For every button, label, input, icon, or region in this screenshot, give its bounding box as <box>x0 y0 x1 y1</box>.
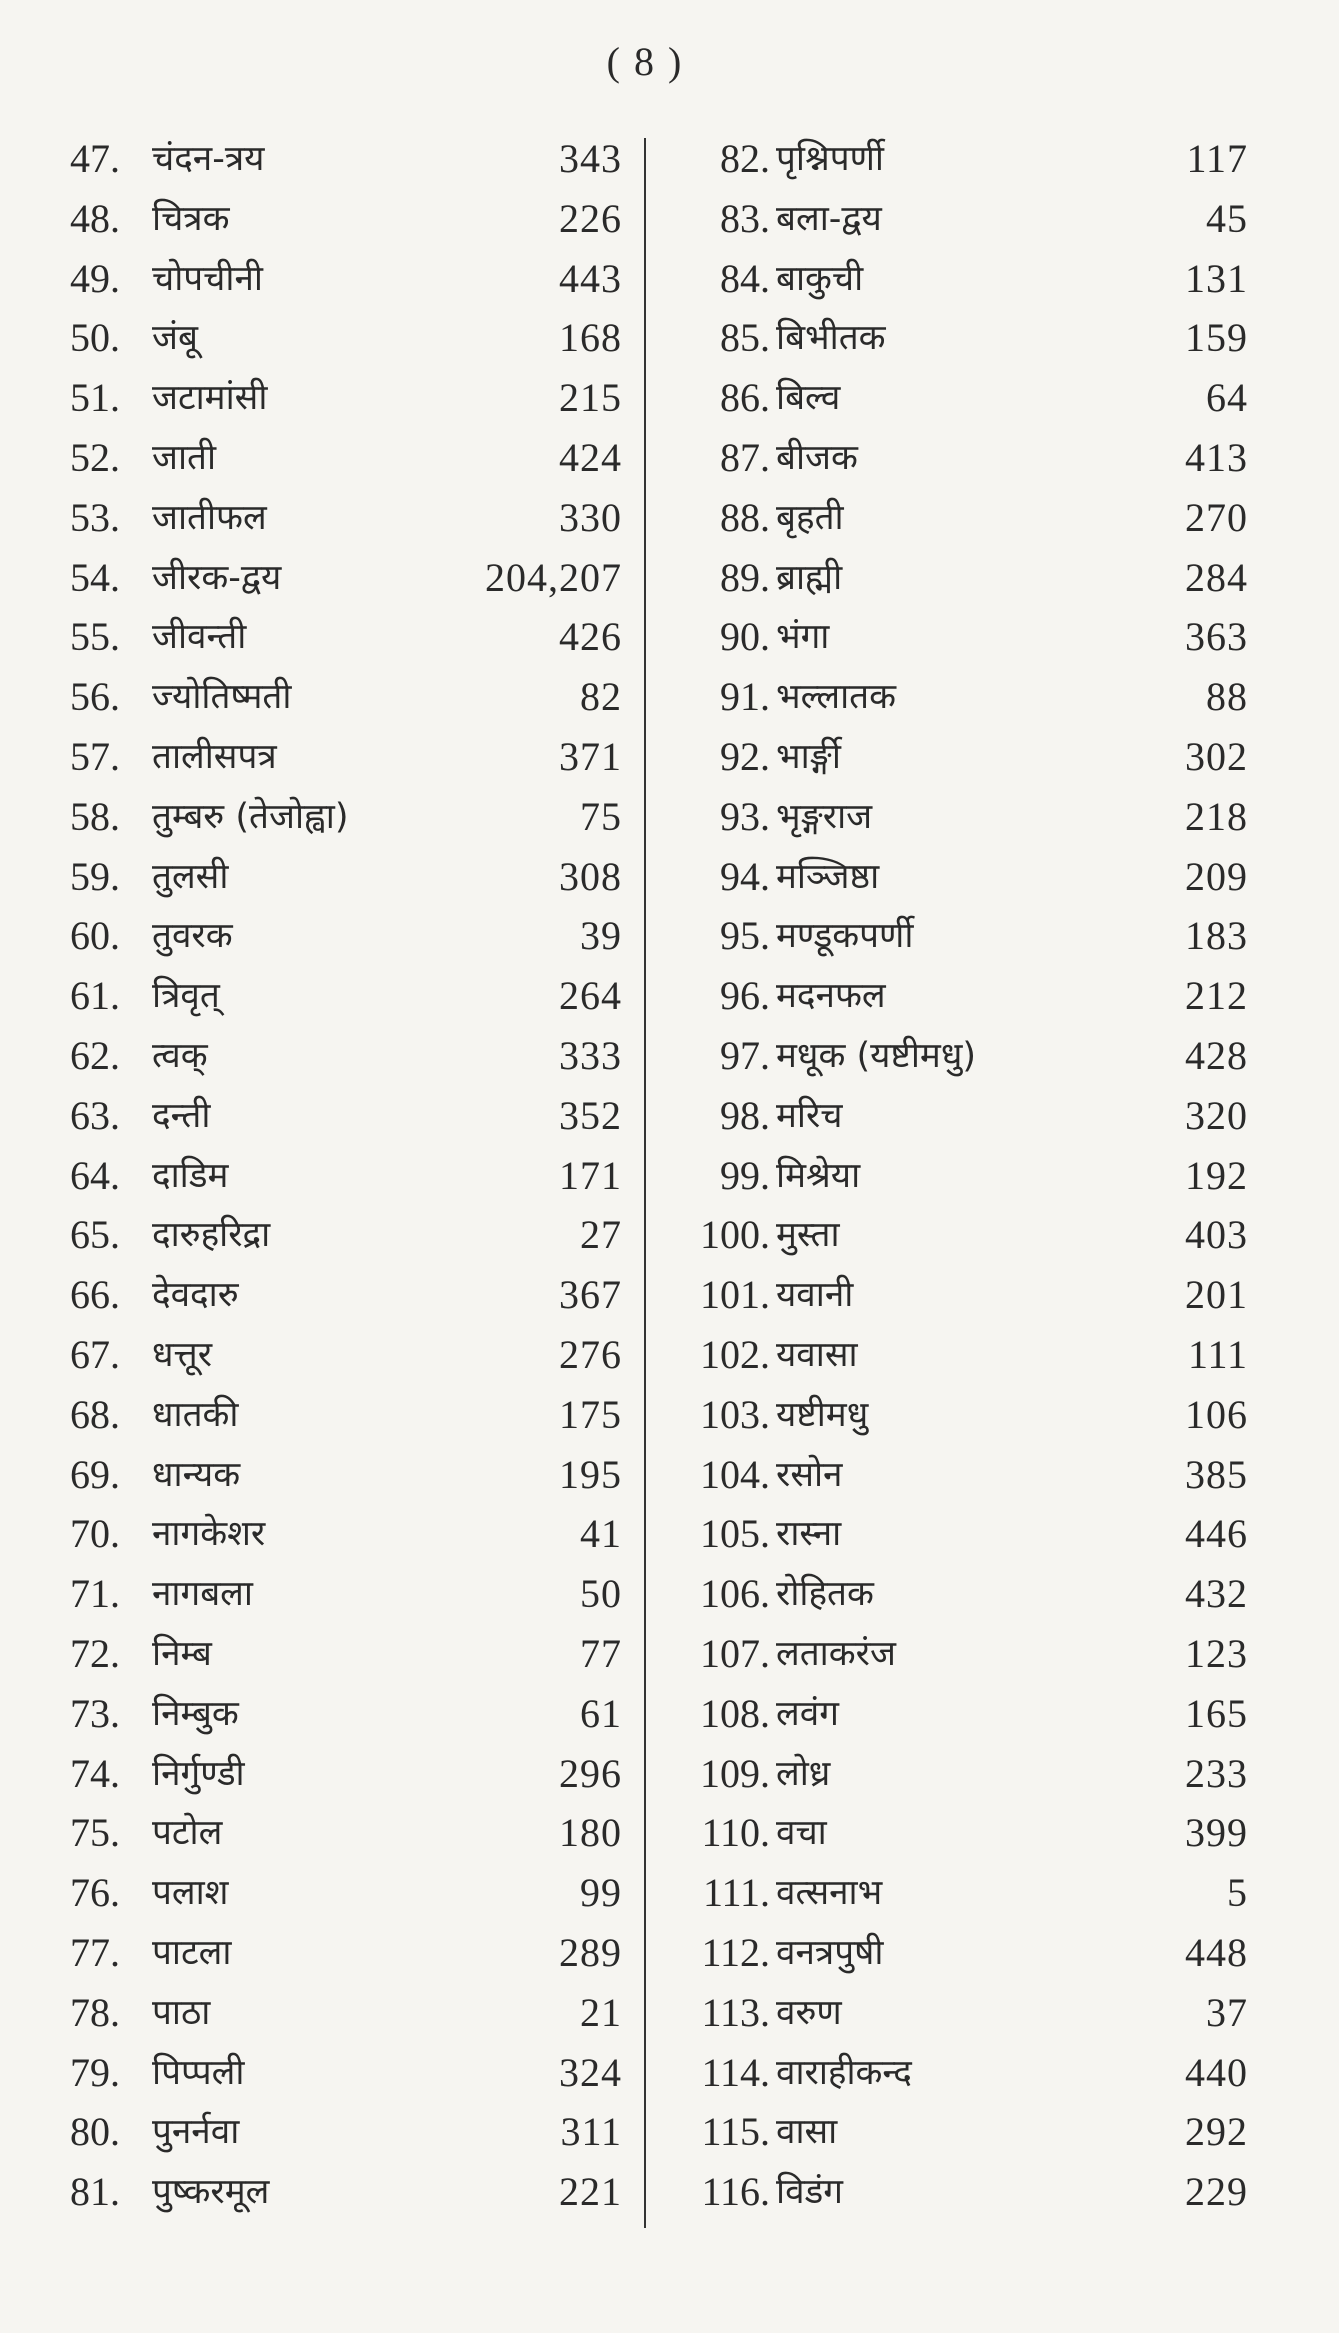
index-entry <box>70 2103 622 2163</box>
entry-page: 168 <box>559 315 622 361</box>
entry-page: 302 <box>1185 733 1248 779</box>
entry-number: 47. <box>70 136 120 181</box>
entry-name: त्रिवृत् <box>152 976 220 1017</box>
index-entry <box>70 1326 622 1386</box>
entry-name: निम्ब <box>152 1633 212 1674</box>
index-entry <box>70 788 622 848</box>
entry-name: मदनफल <box>776 976 886 1017</box>
entry-number: 68. <box>70 1391 120 1437</box>
column-divider <box>644 138 646 2228</box>
entry-page: 21 <box>580 1989 622 2035</box>
entry-page: 333 <box>559 1032 622 1078</box>
entry-name: दाडिम <box>152 1155 229 1196</box>
entry-page: 131 <box>1185 255 1248 301</box>
entry-page: 446 <box>1185 1511 1248 1557</box>
entry-page: 45 <box>1206 195 1248 241</box>
entry-page: 165 <box>1185 1690 1248 1736</box>
index-entry <box>70 728 622 788</box>
entry-name: नागकेशर <box>152 1514 266 1555</box>
index-entry <box>70 1386 622 1446</box>
index-entry <box>674 1326 1248 1386</box>
entry-page: 311 <box>560 2109 622 2155</box>
entry-number: 87. <box>720 434 770 480</box>
index-entry <box>674 1446 1248 1506</box>
entry-page: 289 <box>559 1929 622 1975</box>
entry-page: 403 <box>1185 1212 1248 1258</box>
index-entry <box>674 967 1248 1027</box>
entry-number: 95. <box>720 913 770 959</box>
index-entry <box>674 788 1248 848</box>
entry-name: चंदन-त्रय <box>152 139 265 179</box>
entry-number: 86. <box>720 375 770 421</box>
entry-page: 426 <box>559 614 622 660</box>
entry-name: चित्रक <box>152 198 230 239</box>
entry-name: वनत्रपुषी <box>776 1932 884 1973</box>
entry-number: 107. <box>700 1630 770 1676</box>
entry-number: 85. <box>720 315 770 361</box>
index-entry <box>70 1087 622 1147</box>
entry-name: वरुण <box>776 1992 842 2033</box>
entry-page: 180 <box>559 1810 622 1856</box>
entry-name: जाती <box>152 437 217 478</box>
entry-number: 81. <box>70 2169 120 2215</box>
entry-name: भल्लातक <box>776 677 897 718</box>
index-entry <box>70 1505 622 1565</box>
index-entry <box>70 130 622 190</box>
index-entry <box>674 369 1248 429</box>
page-number: ( 8 ) <box>606 39 684 84</box>
entry-number: 114. <box>701 2049 770 2095</box>
entry-number: 67. <box>70 1331 120 1377</box>
entry-page: 77 <box>580 1630 622 1676</box>
index-entry <box>674 1864 1248 1924</box>
index-entry <box>70 1446 622 1506</box>
index-entry <box>674 1685 1248 1745</box>
index-entry <box>70 1206 622 1266</box>
index-entry <box>674 2044 1248 2104</box>
index-entry <box>674 130 1248 190</box>
entry-page: 123 <box>1185 1630 1248 1676</box>
entry-page: 367 <box>559 1272 622 1318</box>
entry-name: देवदारु <box>152 1275 239 1316</box>
entry-page: 75 <box>580 793 622 839</box>
index-entry <box>674 1206 1248 1266</box>
entry-number: 74. <box>70 1750 120 1796</box>
entry-number: 75. <box>70 1810 120 1856</box>
entry-number: 91. <box>720 674 770 720</box>
index-entry <box>70 608 622 668</box>
entry-page: 292 <box>1185 2109 1248 2155</box>
entry-page: 82 <box>580 674 622 720</box>
entry-name: धत्तूर <box>152 1334 213 1375</box>
entry-name: मण्डूकपर्णी <box>776 916 914 957</box>
index-entry <box>70 250 622 310</box>
entry-page: 432 <box>1185 1571 1248 1617</box>
index-entry <box>674 608 1248 668</box>
index-entry <box>70 1266 622 1326</box>
index-entry <box>70 1685 622 1745</box>
entry-page: 284 <box>1185 554 1248 600</box>
index-entry <box>674 429 1248 489</box>
entry-number: 111. <box>702 1870 770 1916</box>
index-entry <box>70 2044 622 2104</box>
index-entry <box>70 1924 622 1984</box>
entry-page: 159 <box>1185 315 1248 361</box>
entry-number: 72. <box>70 1630 120 1676</box>
entry-page: 88 <box>1206 674 1248 720</box>
index-entry <box>70 1864 622 1924</box>
entry-name: तुवरक <box>152 916 233 957</box>
entry-name: रसोन <box>776 1454 843 1495</box>
index-entry <box>674 489 1248 549</box>
entry-number: 51. <box>70 375 120 421</box>
entry-name: बृहती <box>776 497 844 538</box>
entry-name: जातीफल <box>152 497 267 538</box>
index-entry <box>674 190 1248 250</box>
entry-number: 99. <box>720 1152 770 1198</box>
entry-number: 89. <box>720 554 770 600</box>
entry-name: मञ्जिष्ठा <box>776 856 880 897</box>
entry-page: 428 <box>1185 1032 1248 1078</box>
entry-name: तालीसपत्र <box>152 736 277 777</box>
entry-page: 308 <box>559 853 622 899</box>
entry-number: 61. <box>70 973 120 1019</box>
entry-page: 106 <box>1185 1391 1248 1437</box>
entry-number: 97. <box>720 1032 770 1078</box>
entry-name: निर्गुण्डी <box>152 1753 245 1794</box>
entry-name: भार्ङ्गी <box>776 736 841 777</box>
entry-name: बिभीतक <box>776 318 886 359</box>
entry-name: जीवन्ती <box>152 617 247 658</box>
index-entry <box>70 1745 622 1805</box>
entry-number: 83. <box>720 195 770 241</box>
entry-name: लताकरंज <box>776 1633 896 1674</box>
entry-number: 60. <box>70 913 120 959</box>
entry-number: 102. <box>700 1331 770 1377</box>
entry-page: 443 <box>559 255 622 301</box>
entry-page: 175 <box>559 1391 622 1437</box>
entry-number: 62. <box>70 1032 120 1078</box>
entry-name: बिल्व <box>776 378 841 419</box>
entry-number: 57. <box>70 733 120 779</box>
index-entry <box>674 1804 1248 1864</box>
entry-page: 296 <box>559 1750 622 1796</box>
entry-number: 78. <box>70 1989 120 2035</box>
entry-number: 84. <box>720 255 770 301</box>
index-entry <box>70 1804 622 1864</box>
entry-page: 424 <box>559 434 622 480</box>
entry-name: लोध्र <box>776 1753 831 1794</box>
entry-name: निम्बुक <box>152 1693 239 1734</box>
entry-page: 61 <box>580 1690 622 1736</box>
entry-number: 73. <box>70 1690 120 1736</box>
entry-number: 96. <box>720 973 770 1019</box>
index-entry <box>674 1625 1248 1685</box>
entry-name: धान्यक <box>152 1454 241 1495</box>
entry-page: 212 <box>1185 973 1248 1019</box>
entry-page: 320 <box>1185 1092 1248 1138</box>
entry-page: 201 <box>1185 1272 1248 1318</box>
entry-name: पटोल <box>152 1813 223 1854</box>
index-entry <box>674 1984 1248 2044</box>
index-entry <box>70 1984 622 2044</box>
index-entry <box>674 1924 1248 1984</box>
entry-name: वचा <box>776 1813 827 1854</box>
entry-name: पिप्पली <box>152 2052 245 2093</box>
entry-number: 93. <box>720 793 770 839</box>
entry-number: 71. <box>70 1571 120 1617</box>
entry-number: 48. <box>70 195 120 241</box>
entry-number: 116. <box>701 2169 770 2215</box>
entry-name: पाठा <box>152 1992 211 2033</box>
entry-number: 49. <box>70 255 120 301</box>
entry-page: 192 <box>1185 1152 1248 1198</box>
entry-page: 215 <box>559 375 622 421</box>
entry-number: 76. <box>70 1870 120 1916</box>
entry-page: 448 <box>1185 1929 1248 1975</box>
entry-number: 110. <box>701 1810 770 1856</box>
entry-page: 204,207 <box>485 554 622 600</box>
entry-name: बाकुची <box>776 258 864 299</box>
index-entry <box>70 668 622 728</box>
index-entry <box>674 309 1248 369</box>
entry-number: 94. <box>720 853 770 899</box>
entry-page: 218 <box>1185 793 1248 839</box>
entry-number: 98. <box>720 1092 770 1138</box>
index-entry <box>70 907 622 967</box>
index-entry <box>70 369 622 429</box>
entry-page: 233 <box>1185 1750 1248 1796</box>
index-entry <box>674 2103 1248 2163</box>
entry-name: तुलसी <box>152 856 229 897</box>
entry-number: 113. <box>701 1989 770 2035</box>
index-column-left <box>70 130 622 2223</box>
entry-name: दन्ती <box>152 1095 211 1136</box>
entry-name: भंगा <box>776 617 830 658</box>
index-entry <box>674 250 1248 310</box>
entry-page: 330 <box>559 494 622 540</box>
entry-name: पाटला <box>152 1932 232 1973</box>
entry-page: 371 <box>559 733 622 779</box>
index-entry <box>70 1027 622 1087</box>
index-entry <box>674 1266 1248 1326</box>
index-entry <box>674 549 1248 609</box>
entry-name: लवंग <box>776 1693 839 1734</box>
entry-number: 53. <box>70 494 120 540</box>
entry-number: 55. <box>70 614 120 660</box>
entry-page: 111 <box>1187 1331 1248 1377</box>
entry-page: 50 <box>580 1571 622 1617</box>
entry-name: जीरक-द्वय <box>152 557 282 598</box>
entry-number: 105. <box>700 1511 770 1557</box>
entry-number: 104. <box>700 1451 770 1497</box>
index-entry <box>70 2163 622 2223</box>
index-entry <box>674 1027 1248 1087</box>
entry-name: नागबला <box>152 1574 253 1615</box>
entry-page: 413 <box>1185 434 1248 480</box>
entry-number: 65. <box>70 1212 120 1258</box>
entry-name: मुस्ता <box>776 1215 840 1256</box>
entry-page: 229 <box>1185 2169 1248 2215</box>
entry-page: 41 <box>580 1511 622 1557</box>
entry-page: 385 <box>1185 1451 1248 1497</box>
entry-name: धातकी <box>152 1394 239 1435</box>
index-entry <box>674 668 1248 728</box>
index-entry <box>674 848 1248 908</box>
entry-name: पुनर्नवा <box>152 2112 240 2153</box>
index-entry <box>674 1386 1248 1446</box>
entry-page: 399 <box>1185 1810 1248 1856</box>
entry-name: बीजक <box>776 437 858 478</box>
index-entry <box>70 549 622 609</box>
entry-number: 63. <box>70 1092 120 1138</box>
entry-name: वाराहीकन्द <box>776 2052 912 2093</box>
index-entry <box>674 1745 1248 1805</box>
entry-number: 108. <box>700 1690 770 1736</box>
entry-page: 27 <box>580 1212 622 1258</box>
index-entry <box>674 2163 1248 2223</box>
index-entry <box>70 1565 622 1625</box>
entry-name: भृङ्गराज <box>776 796 873 837</box>
entry-name: ज्योतिष्मती <box>152 677 292 718</box>
entry-name: दारुहरिद्रा <box>152 1215 271 1256</box>
entry-number: 64. <box>70 1152 120 1198</box>
entry-page: 324 <box>559 2049 622 2095</box>
entry-number: 52. <box>70 434 120 480</box>
entry-page: 264 <box>559 973 622 1019</box>
entry-name: पुष्करमूल <box>152 2172 270 2213</box>
entry-page: 171 <box>559 1152 622 1198</box>
entry-number: 100. <box>700 1212 770 1258</box>
entry-page: 209 <box>1185 853 1248 899</box>
index-entry <box>70 190 622 250</box>
entry-number: 66. <box>70 1272 120 1318</box>
entry-name: यवासा <box>776 1334 858 1375</box>
entry-name: जटामांसी <box>152 378 268 419</box>
entry-name: वत्सनाभ <box>776 1873 883 1914</box>
entry-number: 77. <box>70 1929 120 1975</box>
entry-number: 59. <box>70 853 120 899</box>
entry-name: जंबू <box>152 318 198 359</box>
index-entry <box>674 907 1248 967</box>
entry-number: 109. <box>700 1750 770 1796</box>
index-entry <box>70 489 622 549</box>
entry-page: 39 <box>580 913 622 959</box>
index-entry <box>70 1147 622 1207</box>
entry-page: 221 <box>559 2169 622 2215</box>
entry-name: रोहितक <box>776 1574 874 1615</box>
entry-number: 112. <box>701 1929 770 1975</box>
entry-name: वासा <box>776 2112 838 2153</box>
entry-number: 90. <box>720 614 770 660</box>
entry-page: 226 <box>559 195 622 241</box>
entry-number: 79. <box>70 2049 120 2095</box>
entry-name: यष्टीमधु <box>776 1394 869 1435</box>
entry-number: 50. <box>70 315 120 361</box>
index-entry <box>70 309 622 369</box>
entry-number: 103. <box>700 1391 770 1437</box>
entry-page: 183 <box>1185 913 1248 959</box>
entry-number: 56. <box>70 674 120 720</box>
entry-number: 106. <box>700 1571 770 1617</box>
entry-name: मरिच <box>776 1095 843 1136</box>
entry-page: 276 <box>559 1331 622 1377</box>
entry-name: तुम्बरु (तेजोह्वा) <box>152 796 349 837</box>
entry-page: 64 <box>1206 375 1248 421</box>
entry-number: 101. <box>700 1272 770 1318</box>
entry-page: 352 <box>559 1092 622 1138</box>
entry-page: 117 <box>1186 136 1248 181</box>
entry-number: 92. <box>720 733 770 779</box>
index-column-right <box>674 130 1248 2223</box>
entry-number: 80. <box>70 2109 120 2155</box>
entry-name: चोपचीनी <box>152 258 263 299</box>
entry-name: यवानी <box>776 1275 854 1316</box>
entry-number: 88. <box>720 494 770 540</box>
entry-page: 195 <box>559 1451 622 1497</box>
entry-number: 58. <box>70 793 120 839</box>
entry-page: 270 <box>1185 494 1248 540</box>
entry-page: 440 <box>1185 2049 1248 2095</box>
entry-page: 37 <box>1206 1989 1248 2035</box>
entry-name: रास्ना <box>776 1514 842 1555</box>
index-entry <box>674 1147 1248 1207</box>
entry-name: ब्राह्मी <box>776 557 843 598</box>
entry-name: त्वक् <box>152 1035 208 1076</box>
index-entry <box>674 1565 1248 1625</box>
entry-name: पृश्निपर्णी <box>776 139 884 179</box>
entry-name: बला-द्वय <box>776 198 882 239</box>
index-entry <box>70 429 622 489</box>
index-entry <box>674 728 1248 788</box>
entry-number: 54. <box>70 554 120 600</box>
entry-page: 5 <box>1227 1870 1248 1916</box>
entry-page: 363 <box>1185 614 1248 660</box>
entry-name: पलाश <box>152 1873 229 1914</box>
index-entry <box>70 848 622 908</box>
entry-number: 82. <box>720 136 770 181</box>
entry-page: 99 <box>580 1870 622 1916</box>
index-entry <box>674 1087 1248 1147</box>
entry-number: 115. <box>701 2109 770 2155</box>
entry-page: 343 <box>559 136 622 181</box>
entry-name: विडंग <box>776 2172 843 2213</box>
entry-number: 69. <box>70 1451 120 1497</box>
entry-name: मिश्रेया <box>776 1155 861 1196</box>
index-entry <box>674 1505 1248 1565</box>
index-entry <box>70 967 622 1027</box>
entry-number: 70. <box>70 1511 120 1557</box>
entry-name: मधूक (यष्टीमधु) <box>776 1035 977 1076</box>
index-entry <box>70 1625 622 1685</box>
